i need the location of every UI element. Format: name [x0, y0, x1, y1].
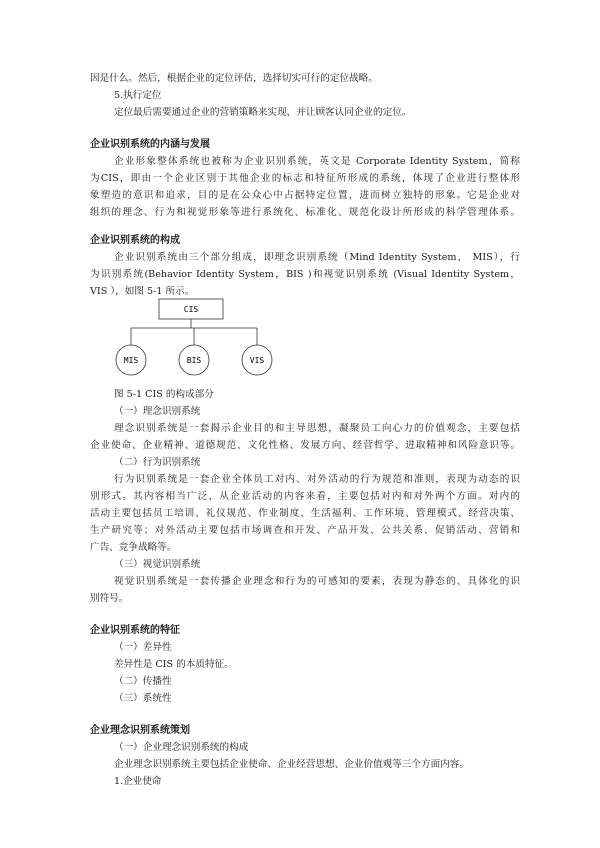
section-heading-cis-meaning: 企业识别系统的内涵与发展: [90, 139, 210, 150]
paragraph-line: 别符号。: [90, 593, 129, 604]
paragraph-line: 企业使命、企业精神、道德规范、文化性格、发展方向、经营哲学、进取精神和风险意识等。: [90, 440, 520, 451]
list-item: （二）传播性: [114, 676, 172, 687]
paragraph-line: 企业理念识别系统主要包括企业使命、企业经营思想、企业价值观等三个方面内容。: [114, 759, 469, 770]
list-item: 1.企业使命: [114, 776, 162, 787]
paragraph-line: 组织的理念、行为和视觉形象等进行系统化、标准化、规范化设计所形成的科学管理体系。: [90, 207, 520, 218]
intro-line: 因是什么。然后，根据企业的定位评估，选择切实可行的定位战略。: [90, 73, 378, 84]
paragraph-line: 差异性是 CIS 的本质特征。: [114, 659, 234, 670]
section-heading-mis-planning: 企业理念识别系统策划: [90, 725, 190, 736]
cis-root-label: CIS: [183, 305, 199, 314]
section-heading-cis-composition: 企业识别系统的构成: [90, 235, 180, 246]
paragraph-line: 生产研究等；对外活动主要包括市场调查和开发、产品开发、公共关系、促销活动、营销和: [90, 525, 520, 536]
paragraph-line: 为识别系统(Behavior Identity System，BIS )和视觉识别系统 (Visual Identity System，: [90, 269, 520, 280]
subheading-bis: （二）行为识别系统: [114, 457, 201, 468]
section-heading-cis-features: 企业识别系统的特征: [90, 625, 180, 636]
paragraph-line: 广告、竞争战略等。: [90, 542, 177, 553]
mis-node-label: MIS: [123, 356, 139, 365]
vis-node-label: VIS: [249, 356, 265, 365]
subheading-vis: （三）视觉识别系统: [114, 559, 201, 570]
paragraph-line: 企业识别系统由三个部分组成，即理念识别系统（Mind Identity System， MIS），行: [114, 252, 520, 263]
cis-diagram: [110, 296, 290, 382]
paragraph-line: VIS ），如图 5-1 所示。: [90, 286, 195, 297]
step5-heading: 5.执行定位: [114, 90, 162, 101]
paragraph-line: 为CIS，即由一个企业区别于其他企业的标志和特征所形成的系统，体现了企业进行整体形: [90, 173, 520, 184]
paragraph-line: 理念识别系统是一套揭示企业目的和主导思想，凝聚员工向心力的价值观念，主要包括: [114, 423, 520, 434]
step5-text: 定位最后需要通过企业的营销策略来实现，并让顾客认同企业的定位。: [114, 107, 412, 118]
paragraph-line: 象塑造的意识和追求，目的是在公众心中占据特定位置，进而树立独特的形象。它是企业对: [90, 190, 520, 201]
figure-caption: 图 5-1 CIS 的构成部分: [114, 389, 214, 400]
paragraph-line: 企业形象整体系统也被称为企业识别系统，英文是 Corporate Identity System，简称: [114, 156, 520, 167]
paragraph-line: 别形式。其内容相当广泛，从企业活动的内容来看，主要包括对内和对外两个方面。对内的: [90, 491, 520, 502]
subheading: （一）企业理念识别系统的构成: [114, 742, 249, 753]
paragraph-line: 行为识别系统是一套企业全体员工对内、对外活动的行为规范和准则，表现为动态的识: [114, 474, 520, 485]
subheading-mis: （一）理念识别系统: [114, 406, 201, 417]
list-item: （三）系统性: [114, 693, 172, 704]
list-item: （一）差异性: [114, 642, 172, 653]
paragraph-line: 视觉识别系统是一套传播企业理念和行为的可感知的要素，表现为静态的、具体化的识: [114, 576, 520, 587]
bis-node-label: BIS: [186, 356, 202, 365]
paragraph-line: 活动主要包括员工培训、礼仪规范、作业制度、生活福利、工作环境、管理模式、经营决策、: [90, 508, 520, 519]
